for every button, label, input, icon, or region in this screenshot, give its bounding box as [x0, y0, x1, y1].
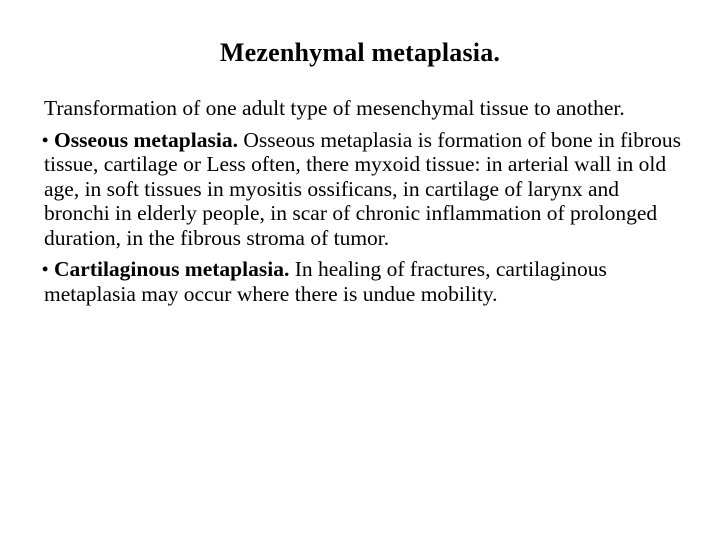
intro-paragraph: Transformation of one adult type of mesenchymal tissue to another. [44, 96, 625, 120]
bullet-text [44, 128, 684, 251]
slide-body [44, 96, 684, 313]
bullet-text [44, 257, 684, 306]
bullet-icon: • [42, 129, 49, 150]
slide-title: Mezenhymal metaplasia. [219, 38, 501, 67]
bullet-item-osseous [44, 128, 684, 251]
bullet-lead: Cartilaginous metaplasia. [54, 257, 290, 281]
bullet-icon: • [42, 259, 49, 279]
bullet-body: Osseous metaplasia is formation of bone in fibrous tissue, cartilage or Less often, there myxoid tissue: in arterial wall in old age, in soft tissues in myositis ossificans, in cartilage of larynx and bronchi in elderly people, in scar of chronic inflammation of prolonged duration, in the fibrous stroma of tumor. [44, 127, 682, 250]
bullet-item-cartilaginous [44, 257, 684, 306]
bullet-body: In healing of fractures, cartilaginous metaplasia may occur where there is undue mobility. [44, 257, 607, 306]
bullet-lead: Osseous metaplasia. [54, 127, 238, 152]
